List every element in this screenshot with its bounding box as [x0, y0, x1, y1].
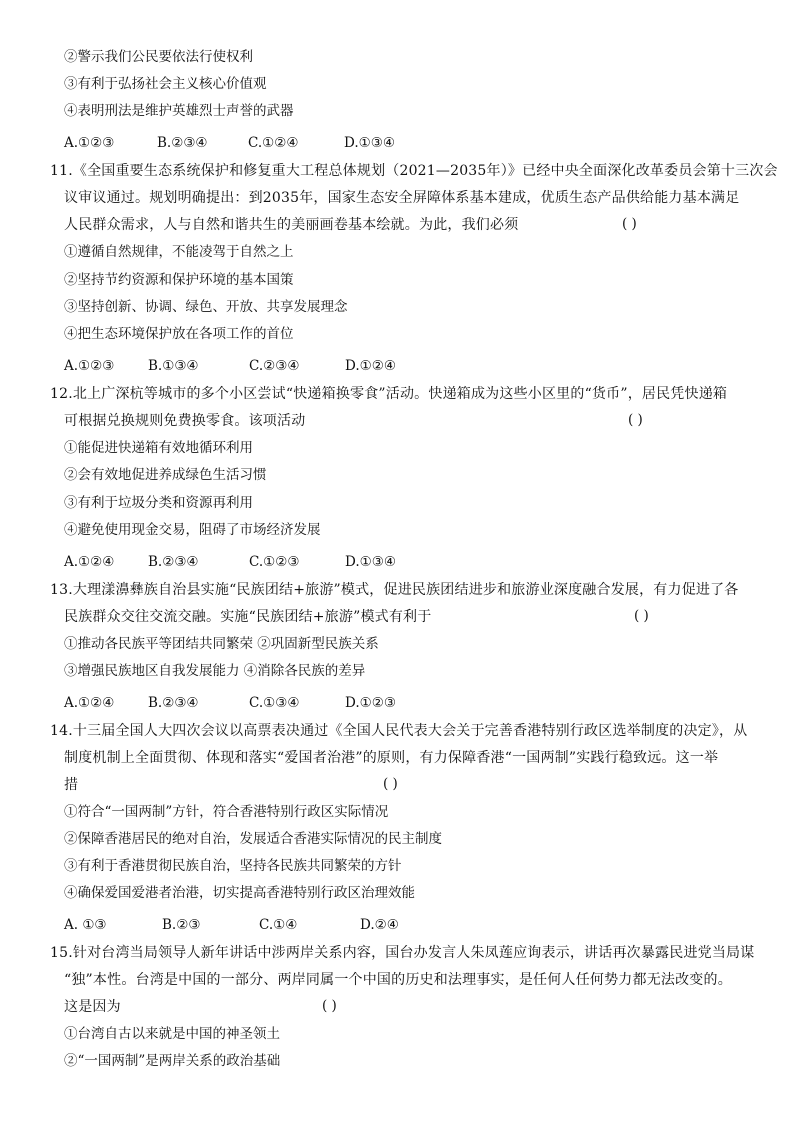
q10-choice-c: C.①②④ [248, 135, 299, 151]
q14-option-2: ②保障香港居民的绝对自治，发展适合香港实际情况的民主制度 [64, 831, 442, 847]
q10-option-4: ④表明刑法是维护英雄烈士声誉的武器 [64, 103, 294, 119]
q13-stem-line-2: 民族群众交往交流交融。实施“民族团结+旅游”模式有利于 [64, 609, 432, 625]
q13-choice-c: C.①③④ [249, 695, 300, 711]
q15-stem-line-3: 这是因为 [64, 999, 121, 1015]
q11-stem-line-2: 议审议通过。规划明确提出：到2035年，国家生态安全屏障体系基本建成，优质生态产品供给能力基本满足 [64, 190, 740, 206]
q12-choice-a: A.①②④ [64, 554, 115, 570]
q12-choice-b: B.②③④ [148, 554, 199, 570]
q11-choice-b: B.①③④ [148, 358, 199, 374]
q12-stem-line-2: 可根据兑换规则免费换零食。该项活动 [64, 413, 306, 429]
q12-option-1: ①能促进快递箱有效地循环利用 [64, 440, 253, 456]
q13-choice-d: D.①②③ [345, 695, 396, 711]
q14-option-3: ③有利于香港贯彻民族自治，坚持各民族共同繁荣的方针 [64, 858, 402, 874]
q10-choices [64, 135, 395, 151]
q14-choice-b: B.②③ [162, 917, 201, 933]
q10-choice-a: A.①②③ [64, 135, 115, 151]
q10-choice-b: B.②③④ [157, 135, 208, 151]
q15-stem-line-2: “独”本性。台湾是中国的一部分、两岸同属一个中国的历史和法理事实，是任何人任何势力都无法改变的。 [64, 972, 732, 988]
q11-choice-a: A.①②③ [64, 358, 115, 374]
q12-answer-bracket: ( ) [628, 412, 643, 428]
q11-choice-c: C.②③④ [249, 358, 300, 374]
q12-choice-d: D.①③④ [345, 554, 396, 570]
q15-stem-line-1: 15.针对台湾当局领导人新年讲话中涉两岸关系内容，国台办发言人朱凤莲应询表示，讲话再次暴露民进党当局谋 [50, 945, 755, 961]
q15-answer-bracket: ( ) [322, 998, 337, 1014]
q12-option-4: ④避免使用现金交易，阻碍了市场经济发展 [64, 522, 321, 538]
q12-stem-line-1: 12.北上广深杭等城市的多个小区尝试“快递箱换零食”活动。快递箱成为这些小区里的“货币”，居民凭快递箱 [50, 386, 728, 402]
q14-option-4: ④确保爱国爱港者治港，切实提高香港特别行政区治理效能 [64, 885, 415, 901]
q11-answer-bracket: ( ) [622, 216, 637, 232]
q12-option-2: ②会有效地促进养成绿色生活习惯 [64, 467, 267, 483]
q13-choice-a: A.①②④ [64, 695, 115, 711]
q10-option-2: ②警示我们公民要依法行使权利 [64, 49, 253, 65]
q13-choices [64, 695, 396, 711]
q14-choice-a: A. ①③ [64, 917, 107, 933]
q10-choice-d: D.①③④ [344, 135, 395, 151]
q15-option-2: ②“一国两制”是两岸关系的政治基础 [64, 1053, 281, 1069]
q14-stem-line-3: 措 [64, 777, 79, 793]
q11-stem-line-1: 11.《全国重要生态系统保护和修复重大工程总体规划（2021—2035年）》已经中央全面深化改革委员会第十三次会 [50, 163, 778, 179]
q11-option-2: ②坚持节约资源和保护环境的基本国策 [64, 272, 294, 288]
q12-choices [64, 554, 396, 570]
q14-choice-c: C.①④ [259, 917, 298, 933]
q11-option-4: ④把生态环境保护放在各项工作的首位 [64, 326, 294, 342]
q11-option-1: ①遵循自然规律，不能凌驾于自然之上 [64, 244, 294, 260]
q14-answer-bracket: ( ) [383, 776, 398, 792]
q10-option-3: ③有利于弘扬社会主义核心价值观 [64, 76, 267, 92]
q12-choice-c: C.①②③ [249, 554, 300, 570]
q13-stem-line-1: 13.大理漾濞彝族自治县实施“民族团结+旅游”模式，促进民族团结进步和旅游业深度融合发展，有力促进了各 [50, 582, 739, 598]
q11-choices [64, 358, 396, 374]
q11-stem-line-3: 人民群众需求，人与自然和谐共生的美丽画卷基本绘就。为此，我们必须 [64, 217, 519, 233]
q13-choice-b: B.②③④ [148, 695, 199, 711]
q14-stem-line-2: 制度机制上全面贯彻、体现和落实“爱国者治港”的原则，有力保障香港“一国两制”实践行稳致远。这一举 [64, 750, 719, 766]
q13-option-3-4: ③增强民族地区自我发展能力 ④消除各民族的差异 [64, 663, 366, 679]
q11-choice-d: D.①②④ [345, 358, 396, 374]
q12-option-3: ③有利于垃圾分类和资源再利用 [64, 495, 253, 511]
q13-answer-bracket: ( ) [634, 608, 649, 624]
q11-option-3: ③坚持创新、协调、绿色、开放、共享发展理念 [64, 299, 348, 315]
q14-choices [64, 917, 399, 933]
q14-stem-line-1: 14.十三届全国人大四次会议以高票表决通过《全国人民代表大会关于完善香港特别行政区选举制度的决定》，从 [50, 723, 748, 739]
q14-choice-d: D.②④ [360, 917, 399, 933]
q15-option-1: ①台湾自古以来就是中国的神圣领土 [64, 1026, 280, 1042]
q13-option-1-2: ①推动各民族平等团结共同繁荣 ②巩固新型民族关系 [64, 636, 379, 652]
q14-option-1: ①符合“一国两制”方针，符合香港特别行政区实际情况 [64, 804, 389, 820]
